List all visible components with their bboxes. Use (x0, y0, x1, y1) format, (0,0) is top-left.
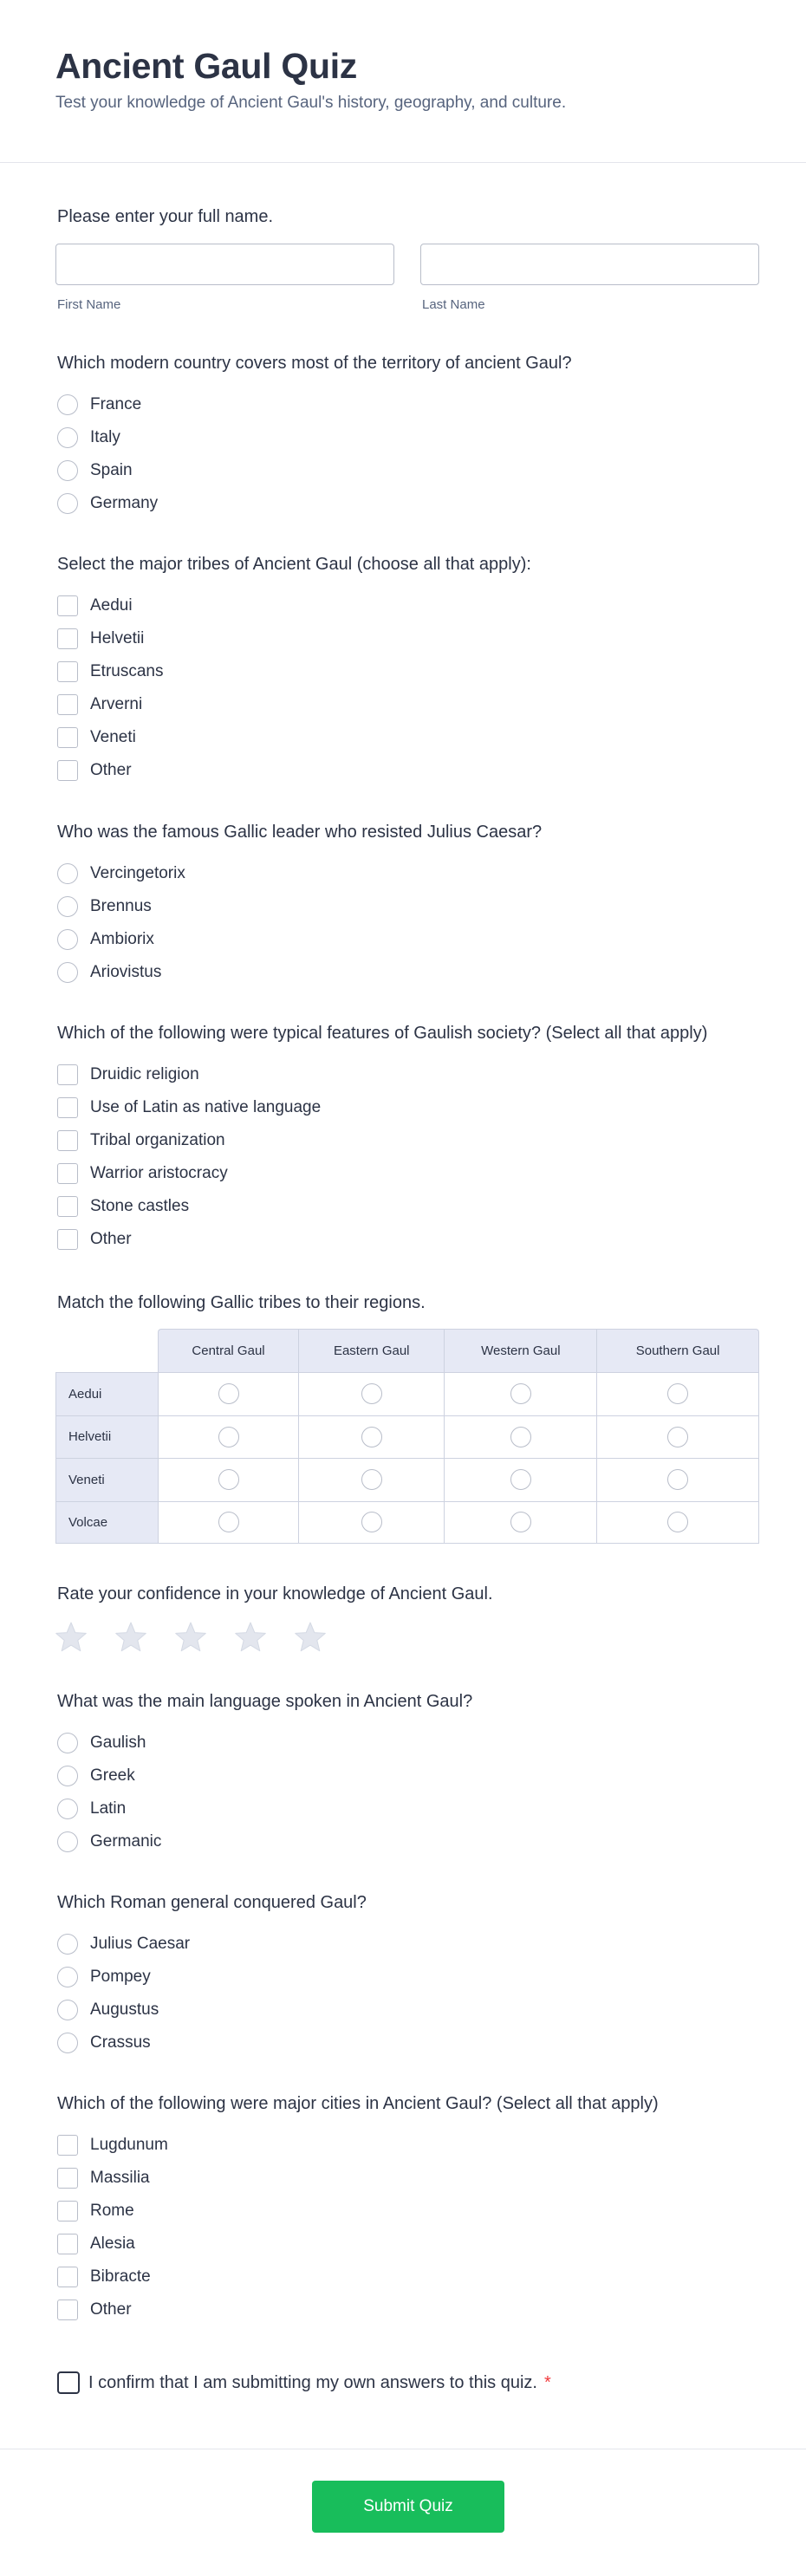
checkbox[interactable] (57, 727, 78, 748)
option-label: Etruscans (90, 662, 164, 680)
matrix-cell (298, 1501, 444, 1545)
checkbox-option[interactable] (57, 2162, 759, 2195)
checkbox-option[interactable] (57, 721, 759, 754)
option-label: Arverni (90, 695, 143, 713)
tribe-region-matrix (55, 1329, 759, 1544)
checkbox[interactable] (57, 2135, 78, 2156)
matrix-radio[interactable] (510, 1512, 531, 1532)
option-label: Latin (90, 1799, 127, 1818)
checkbox-option[interactable] (57, 655, 759, 688)
radio-option[interactable] (57, 487, 759, 520)
radio-option[interactable] (57, 421, 759, 454)
matrix-column-header: Central Gaul (158, 1329, 298, 1372)
checkbox[interactable] (57, 661, 78, 682)
checkbox[interactable] (57, 2201, 78, 2221)
radio-button[interactable] (57, 427, 78, 448)
matrix-radio[interactable] (361, 1427, 382, 1447)
confirm-row[interactable] (57, 2371, 551, 2394)
radio-button[interactable] (57, 2000, 78, 2020)
option-label: Vercingetorix (90, 864, 185, 882)
matrix-column-header: Eastern Gaul (298, 1329, 444, 1372)
leader-question (57, 821, 759, 989)
confidence-question (57, 1583, 759, 1605)
submit-button[interactable]: Submit Quiz (312, 2481, 504, 2533)
question-label: Please enter your full name. (57, 207, 274, 226)
matrix-cell (298, 1458, 444, 1501)
society-question (57, 1022, 759, 1256)
option-label: Germanic (90, 1832, 162, 1851)
matrix-radio[interactable] (667, 1469, 688, 1490)
option-label: Crassus (90, 2033, 151, 2052)
option-label: Augustus (90, 2000, 159, 2019)
matrix-radio[interactable] (510, 1469, 531, 1490)
option-label: Lugdunum (90, 2136, 168, 2154)
radio-button[interactable] (57, 493, 78, 514)
option-label: Bibracte (90, 2267, 151, 2286)
option-label: Alesia (90, 2234, 135, 2253)
checkbox-option[interactable] (57, 688, 759, 721)
first-name-input[interactable] (55, 244, 394, 285)
option-label: Warrior aristocracy (90, 1164, 228, 1182)
radio-option[interactable] (57, 1760, 759, 1792)
checkbox[interactable] (57, 1163, 78, 1184)
checkbox[interactable] (57, 595, 78, 616)
checkbox[interactable] (57, 2300, 78, 2320)
checkbox[interactable] (57, 1130, 78, 1151)
star-icon[interactable] (173, 1620, 208, 1655)
question-label: Which of the following were major cities in Ancient Gaul? (Select all that apply) (57, 2094, 659, 2113)
matrix-cell (158, 1372, 298, 1415)
checkbox-option[interactable] (57, 1157, 759, 1190)
checkbox-option[interactable] (57, 622, 759, 655)
matrix-radio[interactable] (218, 1512, 239, 1532)
radio-button[interactable] (57, 1934, 78, 1955)
option-label: Greek (90, 1766, 135, 1785)
option-label: Germany (90, 494, 159, 512)
checkbox[interactable] (57, 628, 78, 649)
checkbox[interactable] (57, 760, 78, 781)
star-rating (54, 1620, 353, 1655)
form-header (0, 0, 806, 163)
matrix-cell (298, 1372, 444, 1415)
first-name-group (55, 244, 394, 312)
radio-button[interactable] (57, 2033, 78, 2053)
option-label: Helvetii (90, 629, 145, 647)
country-question (57, 352, 759, 520)
option-label: Italy (90, 428, 120, 446)
matrix-radio[interactable] (667, 1427, 688, 1447)
country-options (57, 388, 759, 520)
option-label: Aedui (90, 596, 133, 615)
tribes-options (57, 589, 759, 787)
matrix-cell (596, 1501, 759, 1545)
radio-option[interactable] (57, 890, 759, 923)
matrix-cell (444, 1501, 596, 1545)
option-label: Julius Caesar (90, 1935, 191, 1953)
matrix-radio[interactable] (510, 1383, 531, 1404)
cities-question (57, 2092, 759, 2326)
checkbox[interactable] (57, 694, 78, 715)
matrix-cell (158, 1501, 298, 1545)
option-label: Gaulish (90, 1734, 146, 1752)
option-label: Pompey (90, 1968, 151, 1986)
checkbox[interactable] (57, 2267, 78, 2287)
checkbox-option[interactable] (57, 1223, 759, 1256)
checkbox-option[interactable] (57, 1124, 759, 1157)
matrix-row-label: Helvetii (55, 1415, 158, 1459)
radio-option[interactable] (57, 1928, 759, 1961)
matrix-radio[interactable] (361, 1512, 382, 1532)
radio-button[interactable] (57, 1831, 78, 1852)
checkbox-option[interactable] (57, 1190, 759, 1223)
star-icon[interactable] (233, 1620, 268, 1655)
matrix-cell (444, 1415, 596, 1459)
radio-button[interactable] (57, 1766, 78, 1786)
matrix-cell (596, 1458, 759, 1501)
matrix-radio[interactable] (361, 1383, 382, 1404)
radio-option[interactable] (57, 1994, 759, 2026)
radio-button[interactable] (57, 896, 78, 917)
option-label: France (90, 395, 142, 413)
matrix-row (55, 1458, 759, 1501)
page-subtitle: Test your knowledge of Ancient Gaul's history, geography, and culture. (55, 94, 567, 112)
matrix-radio[interactable] (667, 1383, 688, 1404)
matrix-radio[interactable] (218, 1383, 239, 1404)
matrix-radio[interactable] (218, 1427, 239, 1447)
general-options (57, 1928, 759, 2059)
option-label: Use of Latin as native language (90, 1098, 322, 1116)
tribes-question (57, 553, 759, 787)
star-icon[interactable] (54, 1620, 88, 1655)
question-label: Rate your confidence in your knowledge of Ancient Gaul. (57, 1584, 493, 1603)
confirm-checkbox[interactable] (57, 2371, 80, 2394)
matrix-question (57, 1291, 759, 1314)
checkbox[interactable] (57, 1229, 78, 1250)
checkbox-option[interactable] (57, 2261, 759, 2293)
radio-button[interactable] (57, 1967, 78, 1987)
matrix-column-header: Western Gaul (444, 1329, 596, 1372)
name-question (57, 205, 759, 228)
last-name-group (420, 244, 759, 312)
society-options (57, 1058, 759, 1256)
radio-option[interactable] (57, 454, 759, 487)
matrix-row (55, 1501, 759, 1545)
matrix-cell (444, 1458, 596, 1501)
radio-option[interactable] (57, 2026, 759, 2059)
matrix-radio[interactable] (510, 1427, 531, 1447)
checkbox-option[interactable] (57, 1058, 759, 1091)
matrix-cell (596, 1415, 759, 1459)
matrix-corner (55, 1329, 158, 1372)
question-label: Select the major tribes of Ancient Gaul (choose all that apply): (57, 555, 531, 574)
question-label: Which Roman general conquered Gaul? (57, 1893, 367, 1912)
radio-option[interactable] (57, 1825, 759, 1858)
star-icon[interactable] (114, 1620, 148, 1655)
matrix-radio[interactable] (667, 1512, 688, 1532)
matrix-column-header: Southern Gaul (596, 1329, 759, 1372)
checkbox[interactable] (57, 2168, 78, 2189)
question-label: Which of the following were typical features of Gaulish society? (Select all that apply) (57, 1024, 708, 1043)
matrix-row (55, 1372, 759, 1415)
option-label: Other (90, 761, 132, 779)
question-label: Match the following Gallic tribes to their regions. (57, 1293, 426, 1312)
last-name-input[interactable] (420, 244, 759, 285)
confirm-label: I confirm that I am submitting my own answers to this quiz. (88, 2372, 537, 2392)
language-question (57, 1690, 759, 1858)
radio-button[interactable] (57, 863, 78, 884)
checkbox-option[interactable] (57, 754, 759, 787)
option-label: Rome (90, 2202, 134, 2220)
question-label: Which modern country covers most of the territory of ancient Gaul? (57, 354, 572, 373)
matrix-cell (444, 1372, 596, 1415)
checkbox[interactable] (57, 1064, 78, 1085)
radio-button[interactable] (57, 929, 78, 950)
checkbox[interactable] (57, 2234, 78, 2254)
checkbox-option[interactable] (57, 2195, 759, 2228)
radio-option[interactable] (57, 956, 759, 989)
general-question (57, 1891, 759, 2059)
checkbox-option[interactable] (57, 589, 759, 622)
radio-option[interactable] (57, 1961, 759, 1994)
option-label: Other (90, 2300, 132, 2319)
page-title: Ancient Gaul Quiz (55, 46, 357, 86)
option-label: Ariovistus (90, 963, 162, 981)
radio-button[interactable] (57, 460, 78, 481)
radio-button[interactable] (57, 394, 78, 415)
matrix-row-label: Volcae (55, 1501, 158, 1545)
option-label: Spain (90, 461, 133, 479)
radio-button[interactable] (57, 1799, 78, 1819)
required-asterisk: * (543, 2372, 551, 2392)
option-label: Other (90, 1230, 132, 1248)
matrix-row (55, 1415, 759, 1459)
matrix-cell (596, 1372, 759, 1415)
checkbox-option[interactable] (57, 2228, 759, 2261)
radio-option[interactable] (57, 1727, 759, 1760)
matrix-cell (158, 1415, 298, 1459)
matrix-radio[interactable] (361, 1469, 382, 1490)
radio-option[interactable] (57, 923, 759, 956)
checkbox-option[interactable] (57, 2129, 759, 2162)
option-label: Veneti (90, 728, 136, 746)
checkbox-option[interactable] (57, 2293, 759, 2326)
option-label: Ambiorix (90, 930, 154, 948)
matrix-row-label: Veneti (55, 1458, 158, 1501)
matrix-cell (158, 1458, 298, 1501)
radio-option[interactable] (57, 857, 759, 890)
name-fields (55, 244, 759, 312)
matrix-radio[interactable] (218, 1469, 239, 1490)
radio-option[interactable] (57, 388, 759, 421)
last-name-sublabel: Last Name (422, 297, 485, 312)
language-options (57, 1727, 759, 1858)
question-label: Who was the famous Gallic leader who resisted Julius Caesar? (57, 823, 543, 842)
option-label: Massilia (90, 2169, 150, 2187)
matrix-cell (298, 1415, 444, 1459)
radio-button[interactable] (57, 1733, 78, 1753)
cities-options (57, 2129, 759, 2326)
checkbox[interactable] (57, 1196, 78, 1217)
first-name-sublabel: First Name (57, 297, 121, 312)
star-icon[interactable] (293, 1620, 328, 1655)
option-label: Druidic religion (90, 1065, 199, 1083)
option-label: Stone castles (90, 1197, 190, 1215)
checkbox-option[interactable] (57, 1091, 759, 1124)
checkbox[interactable] (57, 1097, 78, 1118)
question-label: What was the main language spoken in Ancient Gaul? (57, 1692, 473, 1711)
matrix-row-label: Aedui (55, 1372, 158, 1415)
leader-options (57, 857, 759, 989)
radio-button[interactable] (57, 962, 78, 983)
option-label: Brennus (90, 897, 152, 915)
radio-option[interactable] (57, 1792, 759, 1825)
option-label: Tribal organization (90, 1131, 225, 1149)
